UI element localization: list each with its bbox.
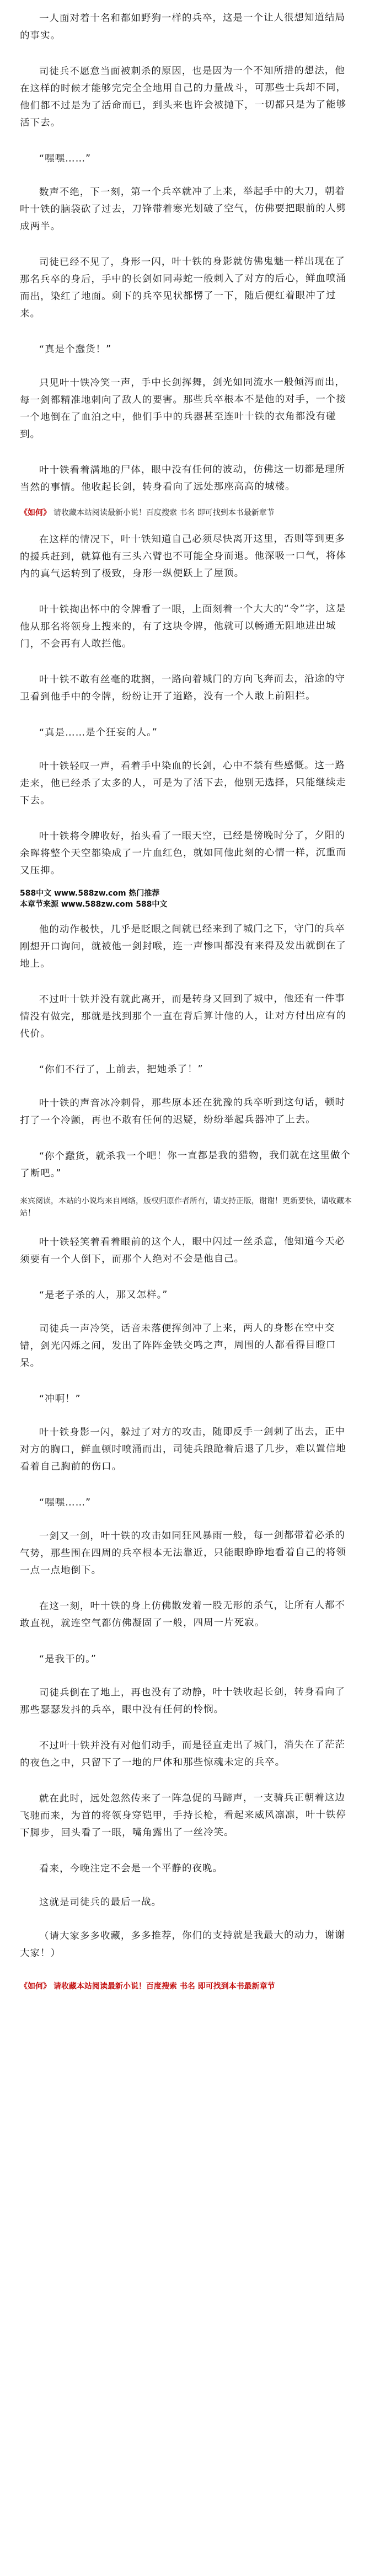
footer-ad-banner[interactable]: [20, 1980, 355, 1993]
paragraph: “嘿嘿……”: [39, 153, 92, 164]
paragraph: 叶十铁身影一闪，躲过了对方的攻击，随即反手一剑刺了出去，正中对方的胸口，鲜血顿时喷涌而出，司徒兵踉跄着后退了几步，难以置信地看着自己胸前的伤口。: [19, 1426, 347, 1473]
site-promo-block[interactable]: [20, 888, 355, 910]
chapter-body-part-2: [20, 531, 355, 879]
paragraph: 叶十铁看着满地的尸体，眼中没有任何的波动，仿佛这一切都是理所当然的事情。他收起长剑，转身看向了远处那座高高的城楼。: [20, 464, 345, 494]
paragraph: 叶十铁掏出怀中的令牌看了一眼，上面刻着一个大大的“令”字，这是他从那名将领身上搜来的，有了这块令牌，他就可以畅通无阻地进出城门，不会再有人敢拦他。: [19, 603, 346, 650]
paragraph: 就在此时，远处忽然传来了一阵急促的马蹄声，一支骑兵正朝着这边飞驰而来，为首的将领身穿铠甲，手持长枪，看起来威风凛凛，叶十铁停下脚步，回头看了一眼，嘴角露出了一丝冷笑。: [19, 1792, 347, 1839]
paragraph: 叶十铁轻叹一声，看着手中染血的长剑，心中不禁有些感慨。这一路走来，他已经杀了太多的人，可是为了活下去，他别无选择，只能继续走下去。: [19, 760, 347, 807]
paragraph: “嘿嘿……”: [39, 1497, 92, 1508]
paragraph: “是老子杀的人，那又怎样。”: [39, 1289, 168, 1301]
chapter-body-part-4: [20, 1234, 355, 1962]
paragraph: 司徒已经不见了，身形一闪，叶十铁的身影就仿佛鬼魅一样出现在了那名兵卒的身后，手中的长剑如同毒蛇一般刺入了对方的后心，鲜血喷涌而出，染红了地面。剩下的兵卒见状都愣了一下，随后便红着眼冲了过来。: [19, 256, 346, 320]
paragraph: 看来，今晚注定不会是一个平静的夜晚。: [39, 1862, 223, 1875]
chapter-body-part-1: [20, 10, 355, 496]
paragraph: 一剑又一剑，叶十铁的攻击如同狂风暴雨一般，每一剑都带着必杀的气势，那些围在四周的兵卒根本无法靠近，只能眼睁睁地看着自己的将领一点一点地倒下。: [19, 1530, 347, 1577]
paragraph: “你们不行了，上前去，把她杀了！”: [39, 1063, 203, 1075]
ad-text: 请收藏本站阅读最新小说！百度搜索 书名 即可找到本书最新章节: [53, 1982, 275, 1991]
paragraph: 在这一刻，叶十铁的身上仿佛散发着一股无形的杀气，让所有人都不敢直视，就连空气都仿佛凝固了一般，四周一片死寂。: [20, 1600, 345, 1630]
paragraph: 不过叶十铁并没有对他们动手，而是径直走出了城门，消失在了茫茫的夜色之中，只留下了一地的尸体和那些惊魂未定的兵卒。: [20, 1739, 345, 1769]
paragraph: 一人面对着十名和都如野狗一样的兵卒，这是一个让人很想知道结局的事实。: [20, 12, 345, 42]
paragraph: “是我干的。”: [39, 1653, 97, 1665]
paragraph: 司徒兵倒在了地上，再也没有了动静，叶十铁收起长剑，转身看向了那些瑟瑟发抖的兵卒，眼中没有任何的怜悯。: [20, 1686, 345, 1716]
ad-brand: 《如何》: [20, 1982, 51, 1991]
paragraph: 在这样的情况下，叶十铁知道自己必须尽快离开这里，否则等到更多的援兵赶到，就算他有三头六臂也不可能全身而退。他深吸一口气，将体内的真气运转到了极致，身形一纵便跃上了屋顶。: [19, 533, 347, 580]
paragraph: 他的动作极快，几乎是眨眼之间就已经来到了城门之下，守门的兵卒刚想开口询问，就被他一剑封喉，连一声惨叫都没有来得及发出就倒在了地上。: [19, 923, 347, 970]
site-source-line[interactable]: 本章节来源 www.588zw.com 588中文: [20, 900, 168, 909]
paragraph: 数声不绝，下一刻，第一个兵卒就冲了上来，举起手中的大刀，朝着叶十铁的脑袋砍了过去，刀锋带着寒光划破了空气，仿佛要把眼前的人劈成两半。: [19, 186, 347, 233]
paragraph: 司徒兵不愿意当面被刺杀的原因，也是因为一个不知所措的想法，他在这样的时候才能够完完全全地用自己的力量战斗，可那些士兵却不同，他们都不过是为了活命而已，到头来也许会被抛下，一切都只是为了能够活下去。: [19, 65, 347, 129]
paragraph: “真是……是个狂妄的人。”: [39, 727, 158, 738]
paragraph: “冲啊！”: [39, 1393, 81, 1405]
paragraph: 叶十铁将令牌收好，抬头看了一眼天空，已经是傍晚时分了，夕阳的余晖将整个天空都染成了一片血红色，就如同他此刻的心情一样，沉重而又压抑。: [19, 830, 347, 877]
chapter-body-part-3: [20, 921, 355, 1182]
paragraph: 叶十铁轻笑着看着眼前的这个人，眼中闪过一丝杀意，他知道今天必须要有一个人倒下，而那个人绝对不会是他自己。: [20, 1236, 345, 1266]
site-promo-line[interactable]: 588中文 www.588zw.com 热门推荐: [20, 889, 160, 898]
paragraph: 叶十铁的声音冰冷刺骨，那些原本还在犹豫的兵卒听到这句话，顿时打了一个冷颤，再也不敢有任何的迟疑，纷纷举起兵器冲了上去。: [20, 1097, 345, 1127]
ad-text: 请收藏本站阅读最新小说！百度搜索 书名 即可找到本书最新章节: [53, 508, 275, 517]
ad-brand: 《如何》: [20, 508, 51, 517]
site-notice: 来宾阅读，本站的小说均来自网络，版权归原作者所有，请支持正版，谢谢！更新要快，请收藏本站！: [20, 1197, 352, 1218]
paragraph: 司徒兵一声冷笑，话音未落便挥剑冲了上来，两人的身影在空中交错，剑光闪烁之间，发出了阵阵金铁交鸣之声，周围的人都看得目瞪口呆。: [19, 1322, 336, 1369]
paragraph: “真是个蠢货！”: [39, 344, 112, 355]
paragraph: （请大家多多收藏，多多推荐，你们的支持就是我最大的动力，谢谢大家！）: [20, 1930, 345, 1959]
paragraph: 这就是司徒兵的最后一战。: [39, 1897, 162, 1908]
paragraph: 只见叶十铁冷笑一声，手中长剑挥舞，剑光如同流水一般倾泻而出，每一剑都精准地刺向了敌人的要害。那些兵卒根本不是他的对手，一个接一个地倒在了血泊之中，他们手中的兵器甚至连叶十铁的衣角都没有碰到。: [19, 377, 346, 441]
inline-ad-banner[interactable]: [20, 507, 355, 519]
paragraph: 不过叶十铁并没有就此离开，而是转身又回到了城中，他还有一件事情没有做完，那就是找到那个一直在背后算计他的人，让对方付出应有的代价。: [19, 993, 347, 1040]
paragraph: 叶十铁不敢有丝毫的耽搁，一路向着城门的方向飞奔而去，沿途的守卫看到他手中的令牌，纷纷让开了道路，没有一个人敢上前阻拦。: [20, 673, 345, 703]
paragraph: “你个蠢货，就杀我一个吧！你一直都是我的猎物，我们就在这里做个了断吧。”: [20, 1149, 351, 1180]
